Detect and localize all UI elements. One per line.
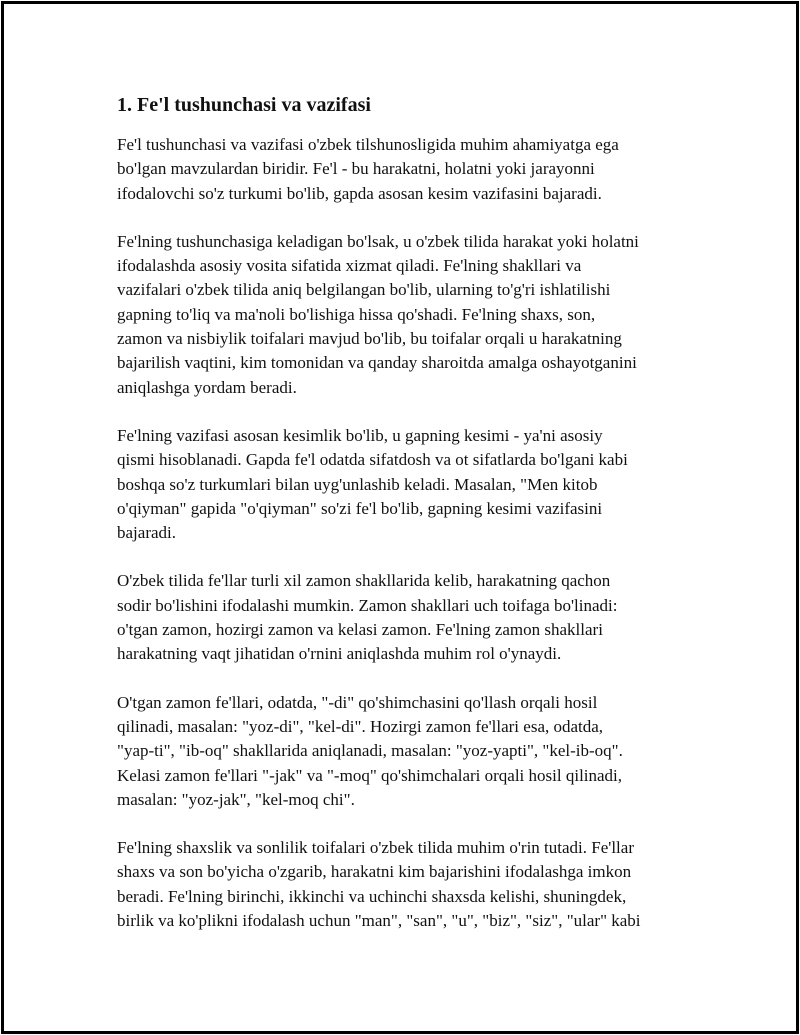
- paragraph-5: O'tgan zamon fe'llari, odatda, "-di" qo'shimchasini qo'llash orqali hosil qilinadi, masalan: "yoz-di", "kel-di". Hozirgi zamon fe'llari esa, odatda, "yap-ti", "ib-oq" shakllarida aniqlanadi, masalan: "yoz-yapti", "kel-ib-oq". Kelasi zamon fe'llari "-jak" va "-moq" qo'shimchalari orqali hosil qilinadi, masalan: "yoz-jak", "kel-moq chi".: [117, 692, 623, 809]
- paragraph-3: Fe'lning vazifasi asosan kesimlik bo'lib, u gapning kesimi - ya'ni asosiy qismi hisoblanadi. Gapda fe'l odatda sifatdosh va ot sifatlarda bo'lgani kabi boshqa so'z turkumlari bilan uyg'unlashib keladi. Masalan, "Men kitob o'qiyman" gapida "o'qiyman" so'zi fe'l bo'lib, gapning kesimi vazifasini bajaradi.: [117, 425, 628, 543]
- paragraph-6: Fe'lning shaxslik va sonlilik toifalari o'zbek tilida muhim o'rin tutadi. Fe'llar shaxs va son bo'yicha o'zgarib, harakatni kim bajarishini ifodalashga imkon beradi. Fe'lning birinchi, ikkinchi va uchinchi shaxsda kelishi, shuningdek, birlik va ko'plikni ifodalash uchun "man", "san", "u", "biz", "siz", "ular" kabi: [117, 838, 641, 931]
- paragraph-1: Fe'l tushunchasi va vazifasi o'zbek tilshunosligida muhim ahamiyatga ega bo'lgan mavzulardan biridir. Fe'l - bu harakatni, holatni yoki jarayonni ifodalovchi so'z turkumi bo'lib, gapda asosan kesim vazifasini bajaradi.: [117, 135, 619, 203]
- section-title: 1. Fe'l tushunchasi va vazifasi: [117, 94, 371, 116]
- paragraph-2: Fe'lning tushunchasiga keladigan bo'lsak, u o'zbek tilida harakat yoki holatni ifodalashda asosiy vosita sifatida xizmat qiladi. Fe'lning shakllari va vazifalari o'zbek tilida aniq belgilangan bo'lib, ularning to'g'ri ishlatilishi gapning to'liq va ma'noli bo'lishiga hissa qo'shadi. Fe'lning shaxs, son, zamon va nisbiylik toifalari mavjud bo'lib, bu toifalar orqali u harakatning bajarilish vaqtini, kim tomonidan va qanday sharoitda amalga oshayotganini aniqlashga yordam beradi.: [117, 231, 639, 397]
- paragraph-4: O'zbek tilida fe'llar turli xil zamon shakllarida kelib, harakatning qachon sodir bo'lishini ifodalashi mumkin. Zamon shakllari uch toifaga bo'linadi: o'tgan zamon, hozirgi zamon va kelasi zamon. Fe'lning zamon shakllari harakatning vaqt jihatidan o'rnini aniqlashda muhim rol o'ynaydi.: [117, 571, 618, 664]
- document-body: [117, 91, 697, 957]
